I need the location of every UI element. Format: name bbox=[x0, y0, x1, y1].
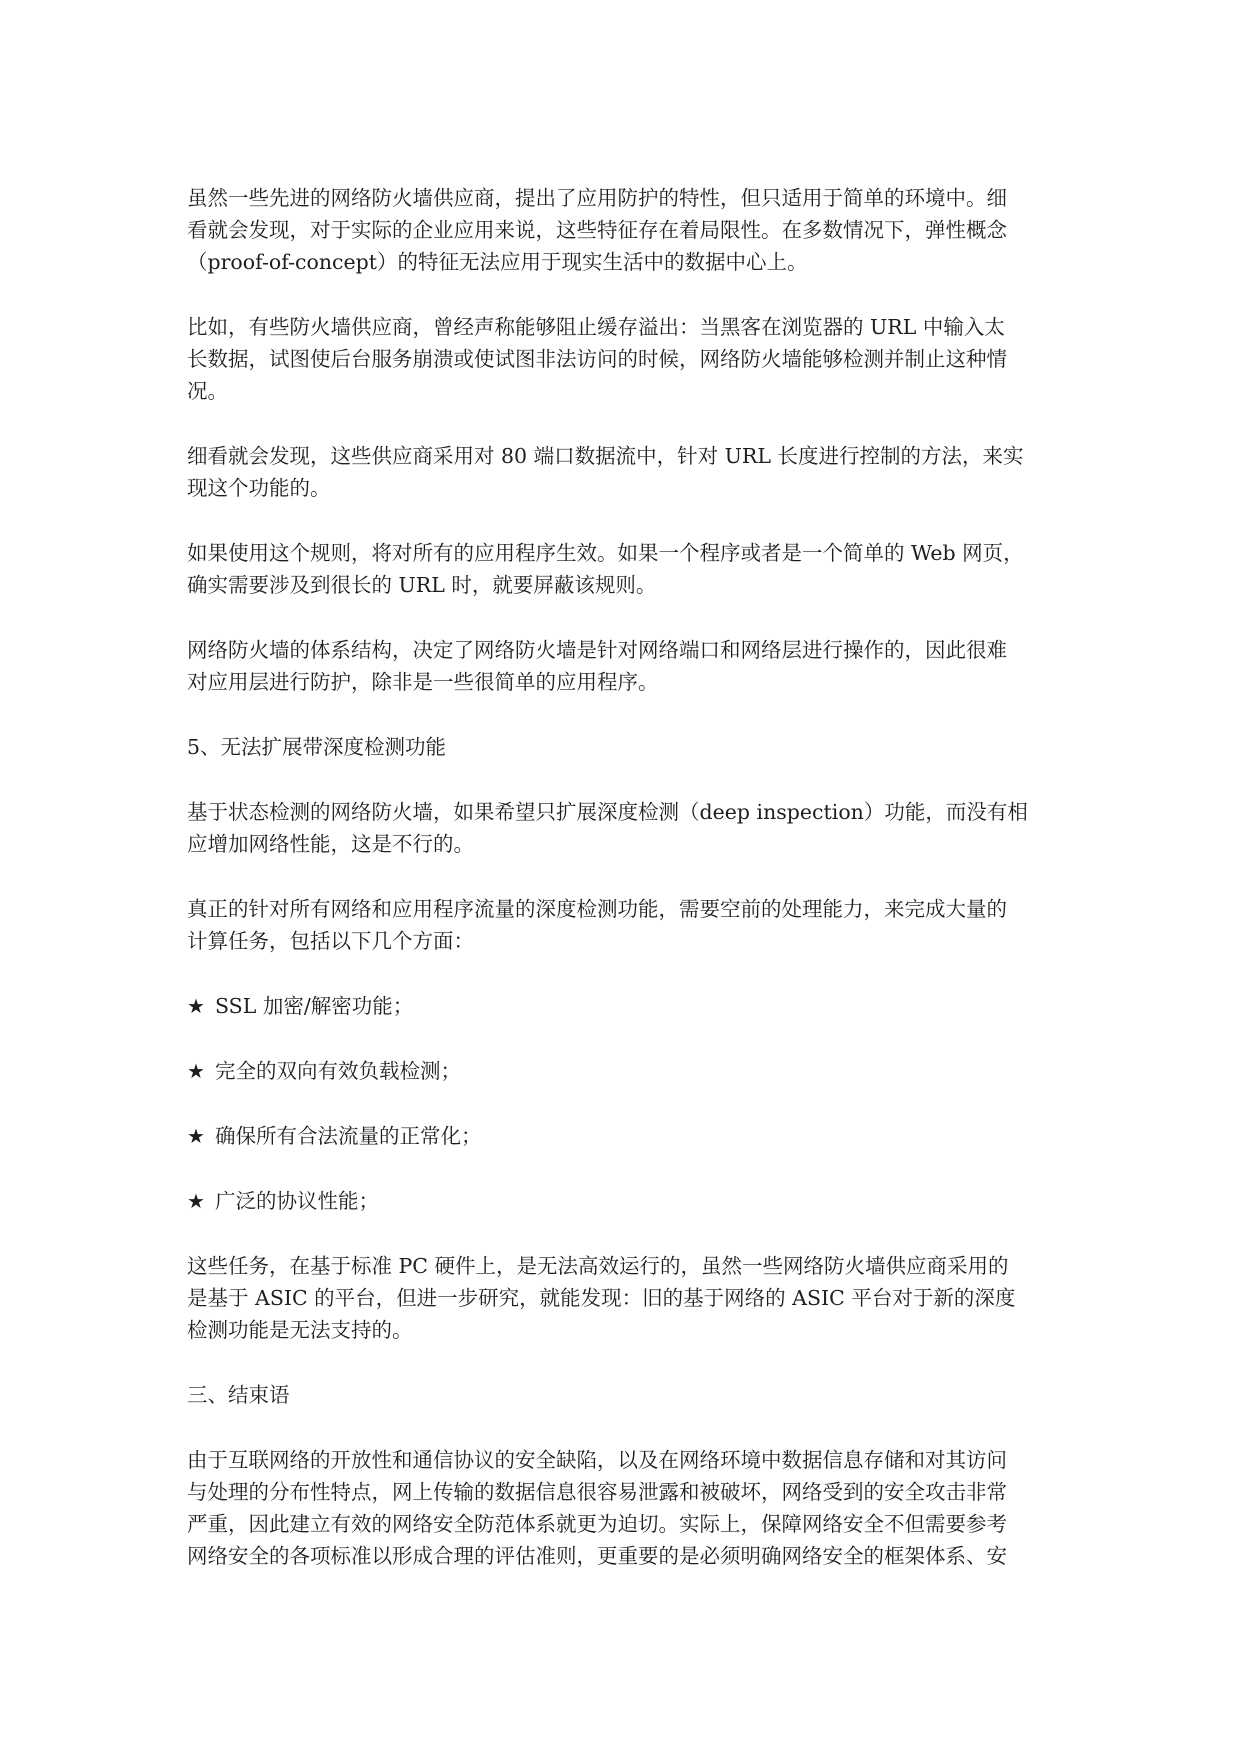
section-heading-conclusion: 三、结束语 bbox=[187, 1383, 290, 1407]
star-icon: ★ bbox=[187, 1059, 205, 1083]
paragraph-4: 如果使用这个规则，将对所有的应用程序生效。如果一个程序或者是一个简单的 Web 网页， 确实需要涉及到很长的 URL 时，就要屏蔽该规则。 bbox=[187, 541, 1024, 597]
star-icon: ★ bbox=[187, 1189, 205, 1213]
star-icon: ★ bbox=[187, 994, 205, 1018]
star-icon: ★ bbox=[187, 1124, 205, 1148]
paragraph-9: 由于互联网络的开放性和通信协议的安全缺陷，以及在网络环境中数据信息存储和对其访问 与处理的分布性特点，网上传输的数据信息很容易泄露和被破坏，网络受到的安全攻击非常 严重，因此建立有效的网络安全防范体系就更为迫切。实际上，保障网络安全不但需要参考 网络安全的各项标准以形成合理的评估准则，更重要的是必须明确网络安全的框架体系、安 bbox=[187, 1448, 1007, 1568]
bullet-text: 广泛的协议性能； bbox=[215, 1189, 379, 1213]
section-heading-5: 5、无法扩展带深度检测功能 bbox=[187, 735, 447, 759]
bullet-item bbox=[187, 990, 1057, 1022]
paragraph-7: 真正的针对所有网络和应用程序流量的深度检测功能，需要空前的处理能力，来完成大量的 计算任务，包括以下几个方面： bbox=[187, 897, 1007, 953]
paragraph-8: 这些任务，在基于标准 PC 硬件上，是无法高效运行的，虽然一些网络防火墙供应商采用的 是基于 ASIC 的平台，但进一步研究，就能发现：旧的基于网络的 ASIC 平台对于新的深度 检测功能是无法支持的。 bbox=[187, 1254, 1016, 1342]
paragraph-3: 细看就会发现，这些供应商采用对 80 端口数据流中，针对 URL 长度进行控制的方法，来实 现这个功能的。 bbox=[187, 444, 1024, 500]
document-body bbox=[187, 182, 1057, 1605]
paragraph-2: 比如，有些防火墙供应商，曾经声称能够阻止缓存溢出：当黑客在浏览器的 URL 中输入太 长数据，试图使后台服务崩溃或使试图非法访问的时候，网络防火墙能够检测并制止这种情 况。 bbox=[187, 315, 1007, 403]
bullet-item bbox=[187, 1120, 1057, 1152]
bullet-text: 确保所有合法流量的正常化； bbox=[215, 1124, 482, 1148]
bullet-item bbox=[187, 1185, 1057, 1217]
paragraph-6: 基于状态检测的网络防火墙，如果希望只扩展深度检测（deep inspection）功能，而没有相 应增加网络性能，这是不行的。 bbox=[187, 800, 1028, 856]
paragraph-1: 虽然一些先进的网络防火墙供应商，提出了应用防护的特性，但只适用于简单的环境中。细 看就会发现，对于实际的企业应用来说，这些特征存在着局限性。在多数情况下，弹性概念 （proof-of-concept）的特征无法应用于现实生活中的数据中心上。 bbox=[187, 186, 1007, 274]
bullet-item bbox=[187, 1055, 1057, 1087]
bullet-text: SSL 加密/解密功能； bbox=[215, 994, 414, 1018]
paragraph-5: 网络防火墙的体系结构，决定了网络防火墙是针对网络端口和网络层进行操作的，因此很难 对应用层进行防护，除非是一些很简单的应用程序。 bbox=[187, 638, 1007, 694]
bullet-text: 完全的双向有效负载检测； bbox=[215, 1059, 461, 1083]
